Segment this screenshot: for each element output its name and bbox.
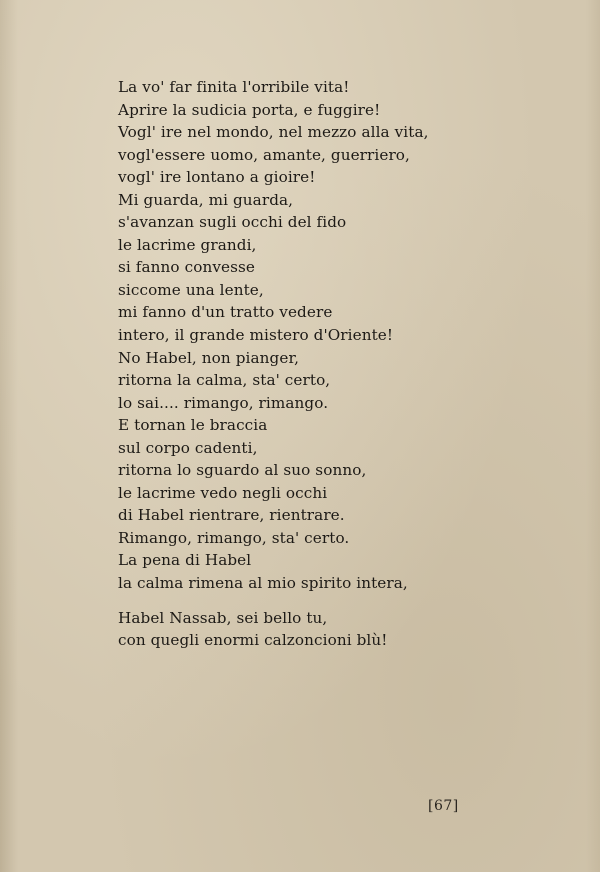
poem-line: ritorna la calma, sta' certo, (118, 371, 331, 390)
poem-line: s'avanzan sugli occhi del fido (118, 213, 347, 232)
poem-text (118, 76, 448, 652)
page-number: [67] (428, 798, 459, 814)
poem-line: Aprire la sudicia porta, e fuggire! (118, 100, 381, 119)
poem-line: vogl' ire lontano a gioire! (118, 168, 316, 187)
poem-line: lo sai.... rimango, rimango. (118, 393, 329, 412)
poem-line: si fanno convesse (118, 258, 255, 277)
poem-line: di Habel rientrare, rientrare. (118, 506, 345, 525)
stanza-2 (118, 607, 448, 652)
poem-line: La pena di Habel (118, 551, 252, 570)
poem-line: La vo' far finita l'orribile vita! (118, 78, 350, 96)
poem-line: Habel Nassab, sei bello tu, (118, 608, 328, 627)
poem-line: sul corpo cadenti, (118, 438, 258, 457)
poem-line: ritorna lo sguardo al suo sonno, (118, 461, 367, 480)
poem-line: Rimango, rimango, sta' certo. (118, 528, 350, 547)
poem-line: No Habel, non pianger, (118, 348, 300, 367)
stanza-1 (118, 76, 448, 595)
poem-line: le lacrime grandi, (118, 235, 257, 254)
poem-line: le lacrime vedo negli occhi (118, 483, 328, 502)
poem-line: Mi guarda, mi guarda, (118, 190, 294, 209)
poem-line: Vogl' ire nel mondo, nel mezzo alla vita, (118, 123, 429, 142)
poem-line: mi fanno d'un tratto vedere (118, 303, 333, 322)
poem-line: intero, il grande mistero d'Oriente! (118, 326, 394, 345)
poem-line: la calma rimena al mio spirito intera, (118, 574, 408, 593)
poem-line: E tornan le braccia (118, 416, 268, 435)
poem-line: siccome una lente, (118, 280, 264, 299)
poem-line: vogl'essere uomo, amante, guerriero, (118, 145, 410, 164)
poem-line: con quegli enormi calzoncioni blù! (118, 631, 388, 650)
